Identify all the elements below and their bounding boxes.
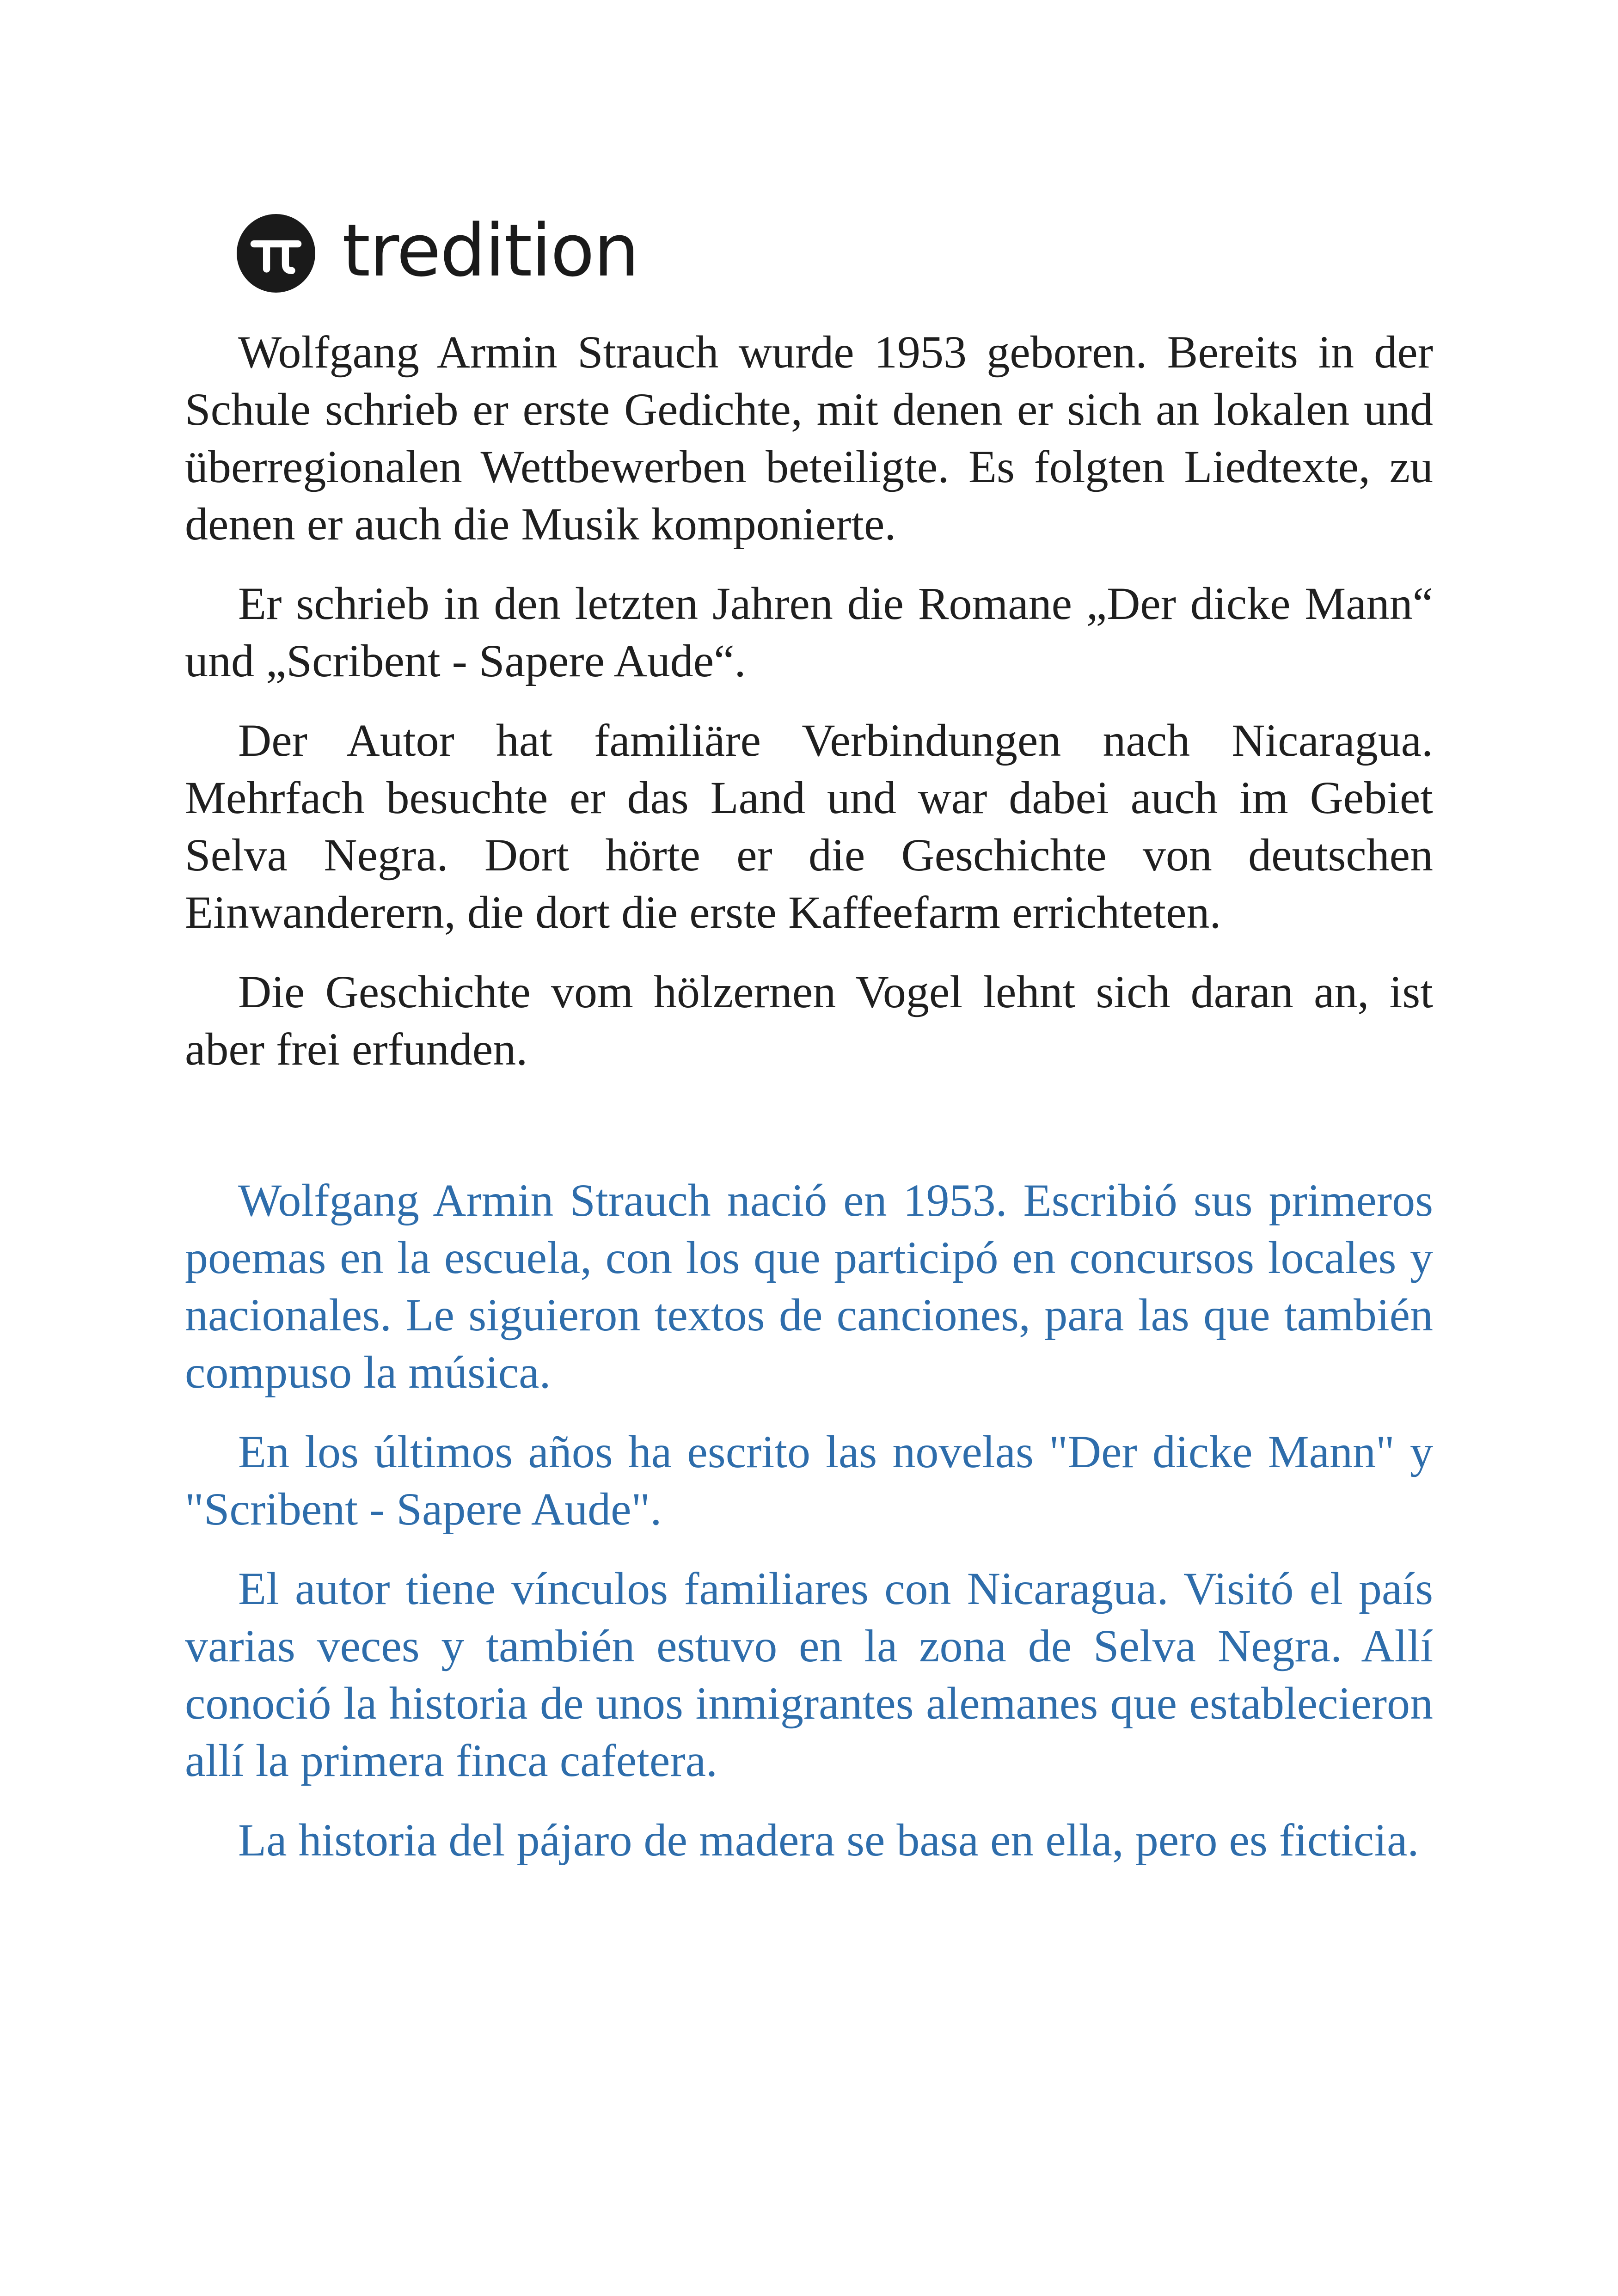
publisher-wordmark: tredition xyxy=(342,208,639,293)
german-paragraph-4: Die Geschichte vom hölzernen Vogel lehnt sich daran an, ist aber frei erfunden. xyxy=(185,966,1433,1075)
spanish-paragraph-3: El autor tiene vínculos familiares con Nicaragua. Visitó el país varias veces y también estuvo en la zona de Selva Negra. Allí conoció la historia de unos inmigrantes alemanes que establecieron allí la primera finca cafetera. xyxy=(185,1563,1433,1786)
tredition-logo-icon xyxy=(237,214,315,293)
spanish-paragraph-1: Wolfgang Armin Strauch nació en 1953. Escribió sus primeros poemas en la escuela, con los que participó en concursos locales y nacionales. Le siguieron textos de canciones, para las que también compuso la música. xyxy=(185,1175,1433,1398)
german-paragraph-3: Der Autor hat familiäre Verbindungen nach Nicaragua. Mehrfach besuchte er das Land und war dabei auch im Gebiet Selva Negra. Dort hörte er die Geschichte von deutschen Einwanderern, die dort die erste Kaffeefarm errichteten. xyxy=(185,715,1433,938)
german-paragraph-2: Er schrieb in den letzten Jahren die Romane „Der dicke Mann“ und „Scribent - Sapere Aude“. xyxy=(185,578,1433,686)
publisher-logo xyxy=(237,207,638,300)
spanish-author-bio xyxy=(185,1172,1433,1869)
spanish-paragraph-4: La historia del pájaro de madera se basa en ella, pero es ficticia. xyxy=(238,1814,1419,1866)
german-author-bio xyxy=(185,324,1433,1078)
german-paragraph-1: Wolfgang Armin Strauch wurde 1953 geboren. Bereits in der Schule schrieb er erste Gedichte, mit denen er sich an lokalen und überregionalen Wettbewerben beteiligte. Es folgten Liedtexte, zu denen er auch die Musik komponierte. xyxy=(185,326,1433,550)
spanish-paragraph-2: En los últimos años ha escrito las novelas "Der dicke Mann" y "Scribent - Sapere Aude". xyxy=(185,1426,1433,1535)
